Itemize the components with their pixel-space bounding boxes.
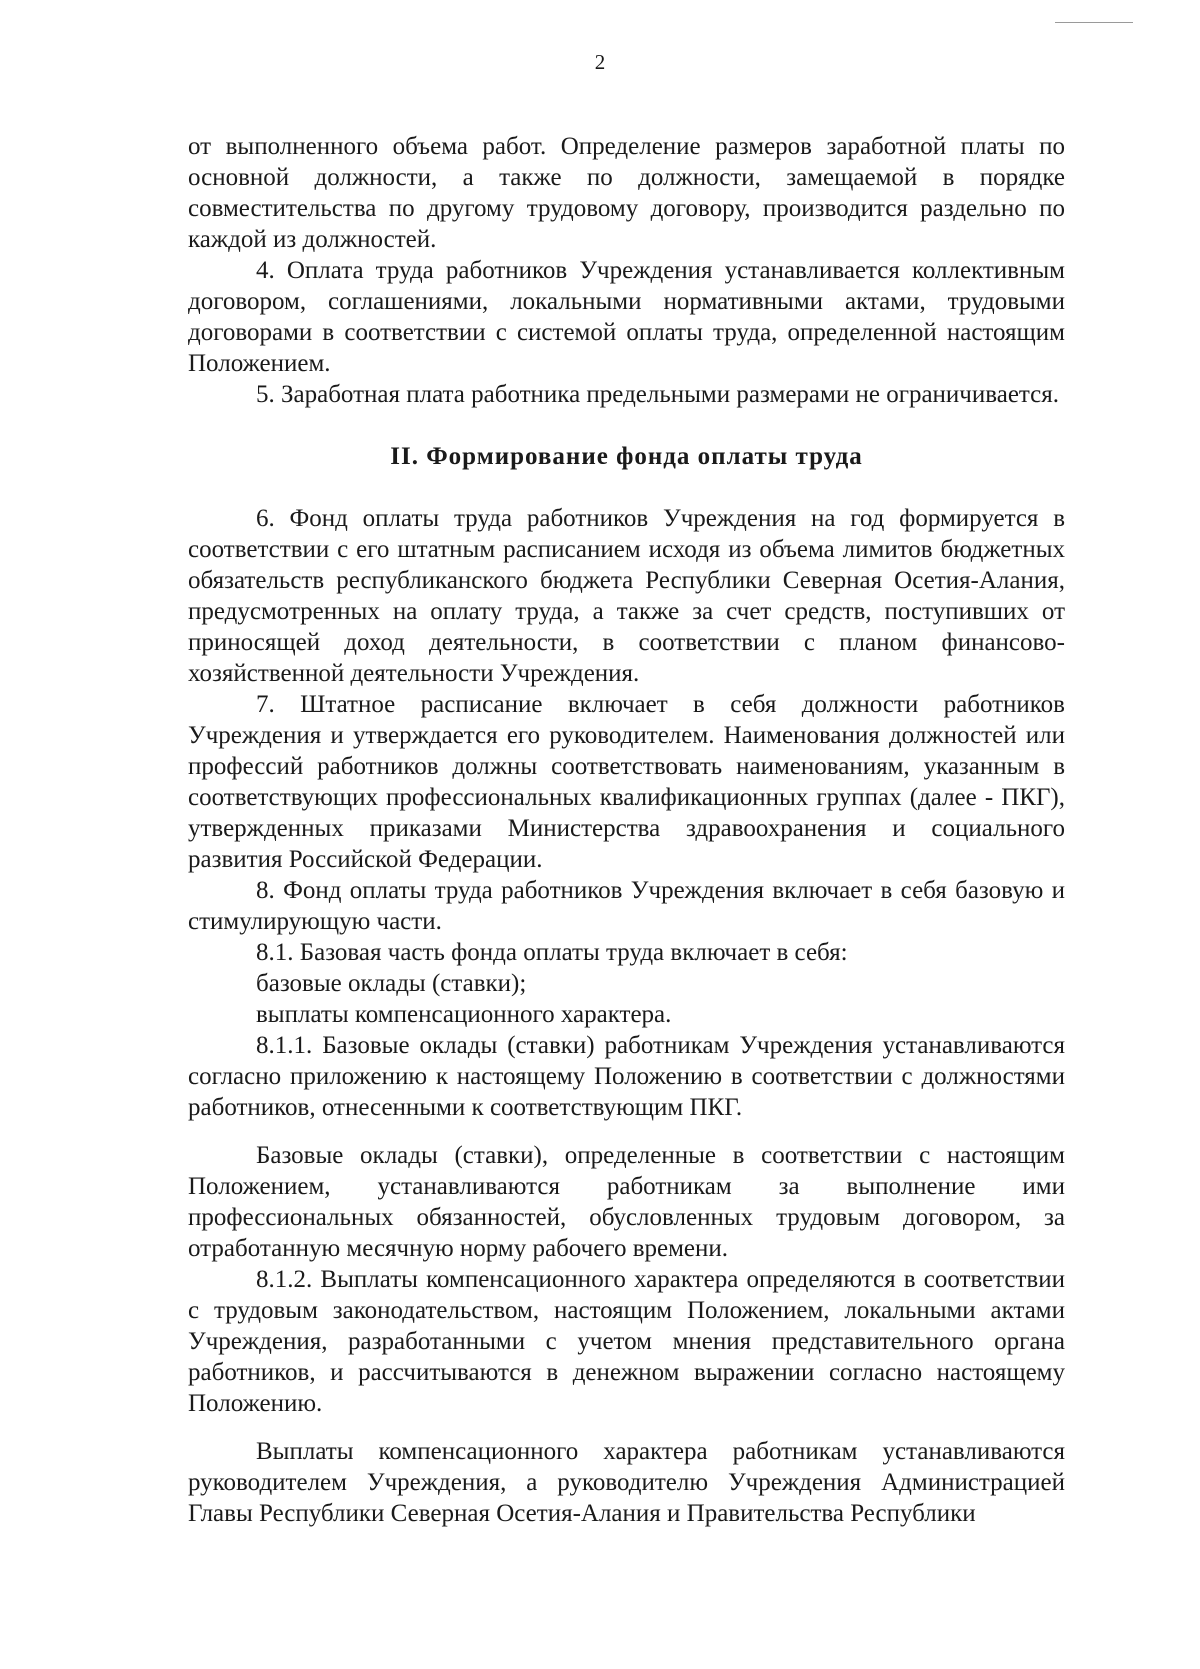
page-number: 2 [594, 50, 606, 74]
paragraph-5: 5. Заработная плата работника предельными размерами не ограничивается. [256, 381, 1059, 408]
document-body [188, 131, 1065, 1529]
paragraph-8: 8. Фонд оплаты труда работников Учреждения включает в себя базовую и стимулирующую части. [188, 877, 1065, 935]
paragraph-7: 7. Штатное расписание включает в себя должности работников Учреждения и утверждается его руководителем. Наименования должностей или профессий работников должны соответствовать наименованиям, указанным в соответствующих профессиональных квалификационных группах (далее - ПКГ), утвержденных приказами Министерства здравоохранения и социального развития Российской Федерации. [188, 691, 1065, 873]
paragraph-8-1-2-continued: Выплаты компенсационного характера работникам устанавливаются руководителем Учреждения, а руководителю Учреждения Администрацией Главы Республики Северная Осетия-Алания и Правительства Республики [188, 1438, 1065, 1527]
scan-edge-line [1055, 22, 1133, 23]
paragraph-4: 4. Оплата труда работников Учреждения устанавливается коллективным договором, соглашениями, локальными нормативными актами, трудовыми договорами в соответствии с системой оплаты труда, определенной настоящим Положением. [188, 257, 1065, 377]
paragraph-8-1: 8.1. Базовая часть фонда оплаты труда включает в себя: [256, 939, 848, 966]
paragraph-8-1-2: 8.1.2. Выплаты компенсационного характера определяются в соответствии с трудовым законодательством, настоящим Положением, локальными актами Учреждения, разработанными с учетом мнения представительного органа работников, и рассчитываются в денежном выражении согласно настоящему Положению. [188, 1266, 1065, 1417]
section-heading: II. Формирование фонда оплаты труда [390, 443, 863, 470]
list-item-base-salaries: базовые оклады (ставки); [256, 970, 527, 997]
paragraph-8-1-1: 8.1.1. Базовые оклады (ставки) работникам Учреждения устанавливаются согласно приложению к настоящему Положению в соответствии с должностями работников, отнесенными к соответствующим ПКГ. [188, 1032, 1065, 1121]
paragraph-continuation: от выполненного объема работ. Определение размеров заработной платы по основной должности, а также по должности, замещаемой в порядке совместительства по другому трудовому договору, производится раздельно по каждой из должностей. [188, 133, 1065, 253]
paragraph-8-1-1-continued: Базовые оклады (ставки), определенные в соответствии с настоящим Положением, устанавливаются работникам за выполнение ими профессиональных обязанностей, обусловленных трудовым договором, за отработанную месячную норму рабочего времени. [188, 1142, 1065, 1262]
paragraph-6: 6. Фонд оплаты труда работников Учреждения на год формируется в соответствии с его штатным расписанием исходя из объема лимитов бюджетных обязательств республиканского бюджета Республики Северная Осетия-Алания, предусмотренных на оплату труда, а также за счет средств, поступивших от приносящей доход деятельности, в соответствии с планом финансово-хозяйственной деятельности Учреждения. [188, 505, 1065, 687]
list-item-compensation: выплаты компенсационного характера. [256, 1001, 672, 1028]
